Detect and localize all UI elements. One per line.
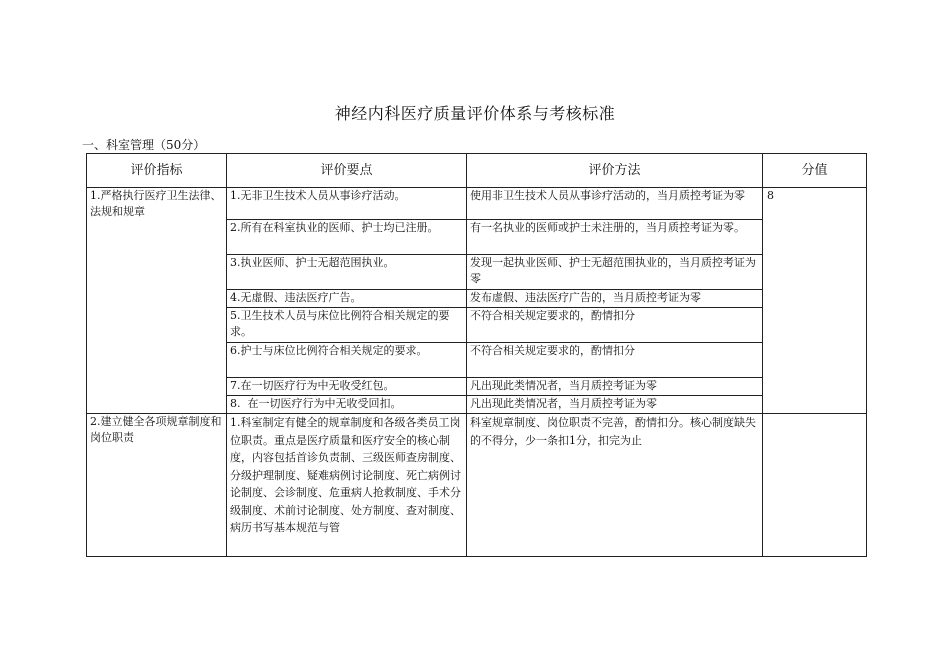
point-cell: 6.护士与床位比例符合相关规定的要求。: [227, 343, 467, 378]
table-row: [87, 188, 867, 220]
point-cell: 1.无非卫生技术人员从事诊疗活动。: [227, 188, 467, 220]
method-cell: 科室规章制度、岗位职责不完善，酌情扣分。核心制度缺失的不得分，少一条扣1分，扣完为止: [467, 414, 763, 557]
method-cell: 使用非卫生技术人员从事诊疗活动的，当月质控考证为零: [467, 188, 763, 220]
method-cell: 有一名执业的医师或护士未注册的，当月质控考证为零。: [467, 220, 763, 255]
method-cell: 发现一起执业医师、护士无超范围执业的，当月质控考证为零: [467, 255, 763, 290]
document-title: 神经内科医疗质量评价体系与考核标准: [334, 104, 616, 123]
method-cell: 不符合相关规定要求的，酌情扣分: [467, 308, 763, 343]
point-cell: 3.执业医师、护士无超范围执业。: [227, 255, 467, 290]
point-cell: 2.所有在科室执业的医师、护士均已注册。: [227, 220, 467, 255]
score-cell: [763, 414, 867, 557]
method-cell: 凡出现此类情况者，当月质控考证为零: [467, 378, 763, 396]
score-cell: 8: [763, 188, 867, 414]
method-cell: 不符合相关规定要求的，酌情扣分: [467, 343, 763, 378]
indicator-cell: 1.严格执行医疗卫生法律、法规和规章: [87, 188, 227, 414]
header-indicator: 评价指标: [87, 154, 227, 188]
header-method: 评价方法: [467, 154, 763, 188]
header-key-points: 评价要点: [227, 154, 467, 188]
point-cell: 7.在一切医疗行为中无收受红包。: [227, 378, 467, 396]
header-score: 分值: [763, 154, 867, 188]
table-header-row: [87, 154, 867, 188]
point-cell: 8. 在一切医疗行为中无收受回扣。: [227, 396, 467, 414]
method-cell: 凡出现此类情况者，当月质控考证为零: [467, 396, 763, 414]
point-cell: 5.卫生技术人员与床位比例符合相关规定的要求。: [227, 308, 467, 343]
section-heading: 一、科室管理（50分）: [82, 138, 206, 152]
table-row: [87, 414, 867, 557]
indicator-cell: 2.建立健全各项规章制度和岗位职责: [87, 414, 227, 557]
method-cell: 发布虚假、违法医疗广告的，当月质控考证为零: [467, 290, 763, 308]
point-cell: 4.无虚假、违法医疗广告。: [227, 290, 467, 308]
evaluation-table: [86, 153, 867, 557]
point-cell: 1.科室制定有健全的规章制度和各级各类员工岗位职责。重点是医疗质量和医疗安全的核心制度，内容包括首诊负责制、三级医师查房制度、分级护理制度、疑难病例讨论制度、死亡病例讨论制度、会诊制度、危重病人抢救制度、手术分级制度、术前讨论制度、处方制度、查对制度、病历书写基本规范与管: [227, 414, 467, 557]
